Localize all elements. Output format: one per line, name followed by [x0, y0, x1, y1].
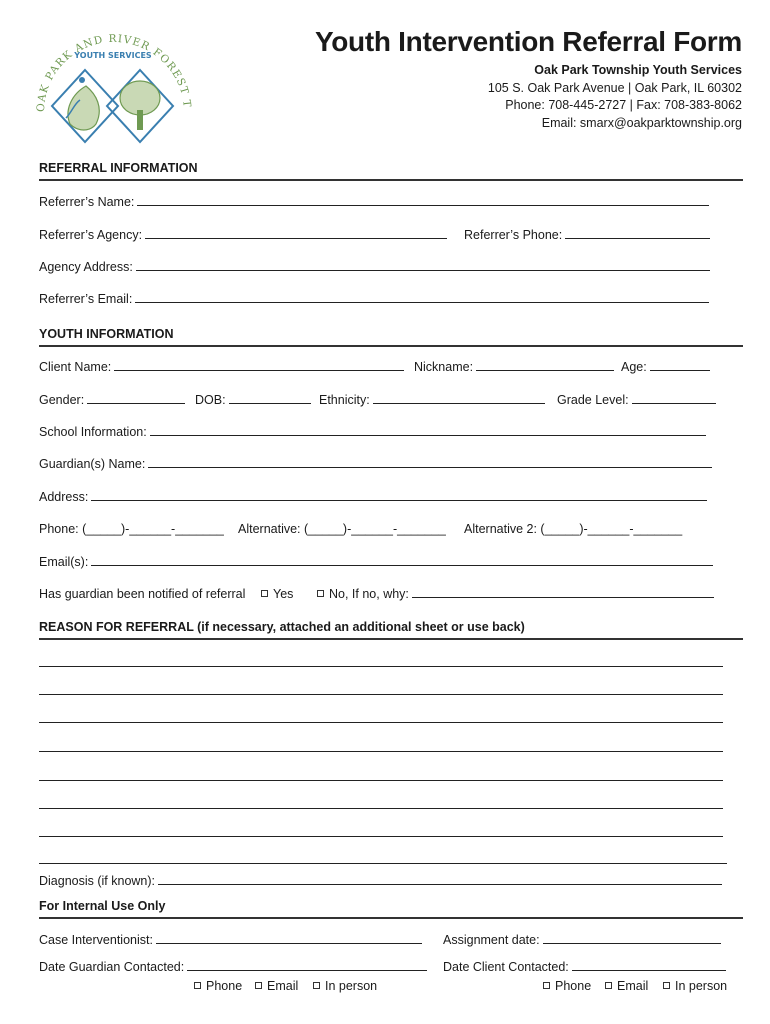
section-internal-use: For Internal Use Only — [39, 899, 743, 919]
no-why-field[interactable] — [412, 587, 714, 598]
diagnosis-field[interactable] — [158, 874, 722, 885]
reason-line[interactable] — [39, 751, 723, 752]
date-guardian-contacted-field[interactable] — [187, 960, 427, 971]
reason-line[interactable] — [39, 722, 723, 723]
ethnicity-field[interactable] — [373, 393, 545, 404]
reason-line[interactable] — [39, 666, 723, 667]
emails-field[interactable] — [91, 555, 713, 566]
form-title: Youth Intervention Referral Form — [314, 26, 742, 57]
org-name: Oak Park Township Youth Services — [534, 63, 742, 77]
client-email-label: Email — [617, 979, 649, 993]
referrer-name-field[interactable] — [137, 195, 709, 206]
referrer-name-label: Referrer’s Name: — [39, 195, 135, 209]
org-phone-fax: Phone: 708-445-2727 | Fax: 708-383-8062 — [505, 98, 742, 112]
date-guardian-contacted-label: Date Guardian Contacted: — [39, 960, 185, 974]
reason-line[interactable] — [39, 863, 727, 864]
reason-line[interactable] — [39, 836, 723, 837]
township-logo — [30, 14, 195, 154]
no-checkbox[interactable] — [317, 590, 324, 597]
yes-label: Yes — [273, 587, 294, 601]
ethnicity-label: Ethnicity: — [319, 393, 370, 407]
nickname-field[interactable] — [476, 360, 614, 371]
assignment-date-field[interactable] — [543, 933, 721, 944]
section-referral-information: REFERRAL INFORMATION — [39, 161, 743, 181]
case-interventionist-label: Case Interventionist: — [39, 933, 153, 947]
client-email-checkbox[interactable] — [605, 982, 612, 989]
client-phone-checkbox[interactable] — [543, 982, 550, 989]
agency-address-field[interactable] — [136, 260, 710, 271]
date-client-contacted-field[interactable] — [572, 960, 726, 971]
address-label: Address: — [39, 490, 89, 504]
guardian-phone-label: Phone — [206, 979, 243, 993]
school-info-label: School Information: — [39, 425, 147, 439]
date-client-contacted-label: Date Client Contacted: — [443, 960, 569, 974]
org-email: Email: smarx@oakparktownship.org — [541, 115, 742, 130]
section-youth-information: YOUTH INFORMATION — [39, 327, 743, 347]
referrer-phone-label: Referrer’s Phone: — [464, 228, 563, 242]
grade-level-label: Grade Level: — [557, 393, 629, 407]
section-reason-for-referral: REASON FOR REFERRAL (if necessary, attached an additional sheet or use back) — [39, 620, 743, 640]
age-field[interactable] — [650, 360, 710, 371]
township-logo-graphic — [30, 14, 195, 154]
guardian-phone-checkbox[interactable] — [194, 982, 201, 989]
reason-line[interactable] — [39, 780, 723, 781]
reason-line[interactable] — [39, 694, 723, 695]
address-field[interactable] — [91, 490, 707, 501]
guardian-email-checkbox[interactable] — [255, 982, 262, 989]
guardian-in-person-label: In person — [325, 979, 378, 993]
client-name-label: Client Name: — [39, 360, 112, 374]
referrer-email-field[interactable] — [135, 292, 709, 303]
guardian-in-person-checkbox[interactable] — [313, 982, 320, 989]
assignment-date-label: Assignment date: — [443, 933, 540, 947]
phone-field[interactable]: Phone: (_____)-______-_______ — [39, 522, 224, 536]
reason-line[interactable] — [39, 808, 723, 809]
guardian-name-label: Guardian(s) Name: — [39, 457, 146, 471]
case-interventionist-field[interactable] — [156, 933, 422, 944]
client-phone-label: Phone — [555, 979, 592, 993]
guardian-notified-label: Has guardian been notified of referral — [39, 587, 246, 601]
gender-field[interactable] — [87, 393, 185, 404]
guardian-name-field[interactable] — [148, 457, 712, 468]
agency-address-label: Agency Address: — [39, 260, 133, 274]
logo-arc-text: OAK PARK AND RIVER FOREST T — [34, 32, 193, 113]
client-name-field[interactable] — [114, 360, 404, 371]
org-contact-block — [488, 62, 742, 132]
guardian-email-label: Email — [267, 979, 299, 993]
referrer-agency-label: Referrer’s Agency: — [39, 228, 143, 242]
grade-level-field[interactable] — [632, 393, 716, 404]
dob-field[interactable] — [229, 393, 311, 404]
diagnosis-label: Diagnosis (if known): — [39, 874, 156, 888]
referrer-agency-field[interactable] — [145, 228, 447, 239]
referrer-email-label: Referrer’s Email: — [39, 292, 133, 306]
client-in-person-checkbox[interactable] — [663, 982, 670, 989]
gender-label: Gender: — [39, 393, 85, 407]
alternative2-phone-field[interactable]: Alternative 2: (_____)-______-_______ — [464, 522, 683, 536]
yes-checkbox[interactable] — [261, 590, 268, 597]
school-info-field[interactable] — [150, 425, 706, 436]
referrer-phone-field[interactable] — [565, 228, 710, 239]
nickname-label: Nickname: — [414, 360, 474, 374]
emails-label: Email(s): — [39, 555, 89, 569]
age-label: Age: — [621, 360, 647, 374]
dob-label: DOB: — [195, 393, 226, 407]
logo-banner-text: YOUTH SERVICES — [74, 51, 152, 60]
org-address: 105 S. Oak Park Avenue | Oak Park, IL 60302 — [487, 80, 742, 95]
no-why-label: No, If no, why: — [329, 587, 409, 601]
alternative-phone-field[interactable]: Alternative: (_____)-______-_______ — [238, 522, 446, 536]
client-in-person-label: In person — [675, 979, 728, 993]
